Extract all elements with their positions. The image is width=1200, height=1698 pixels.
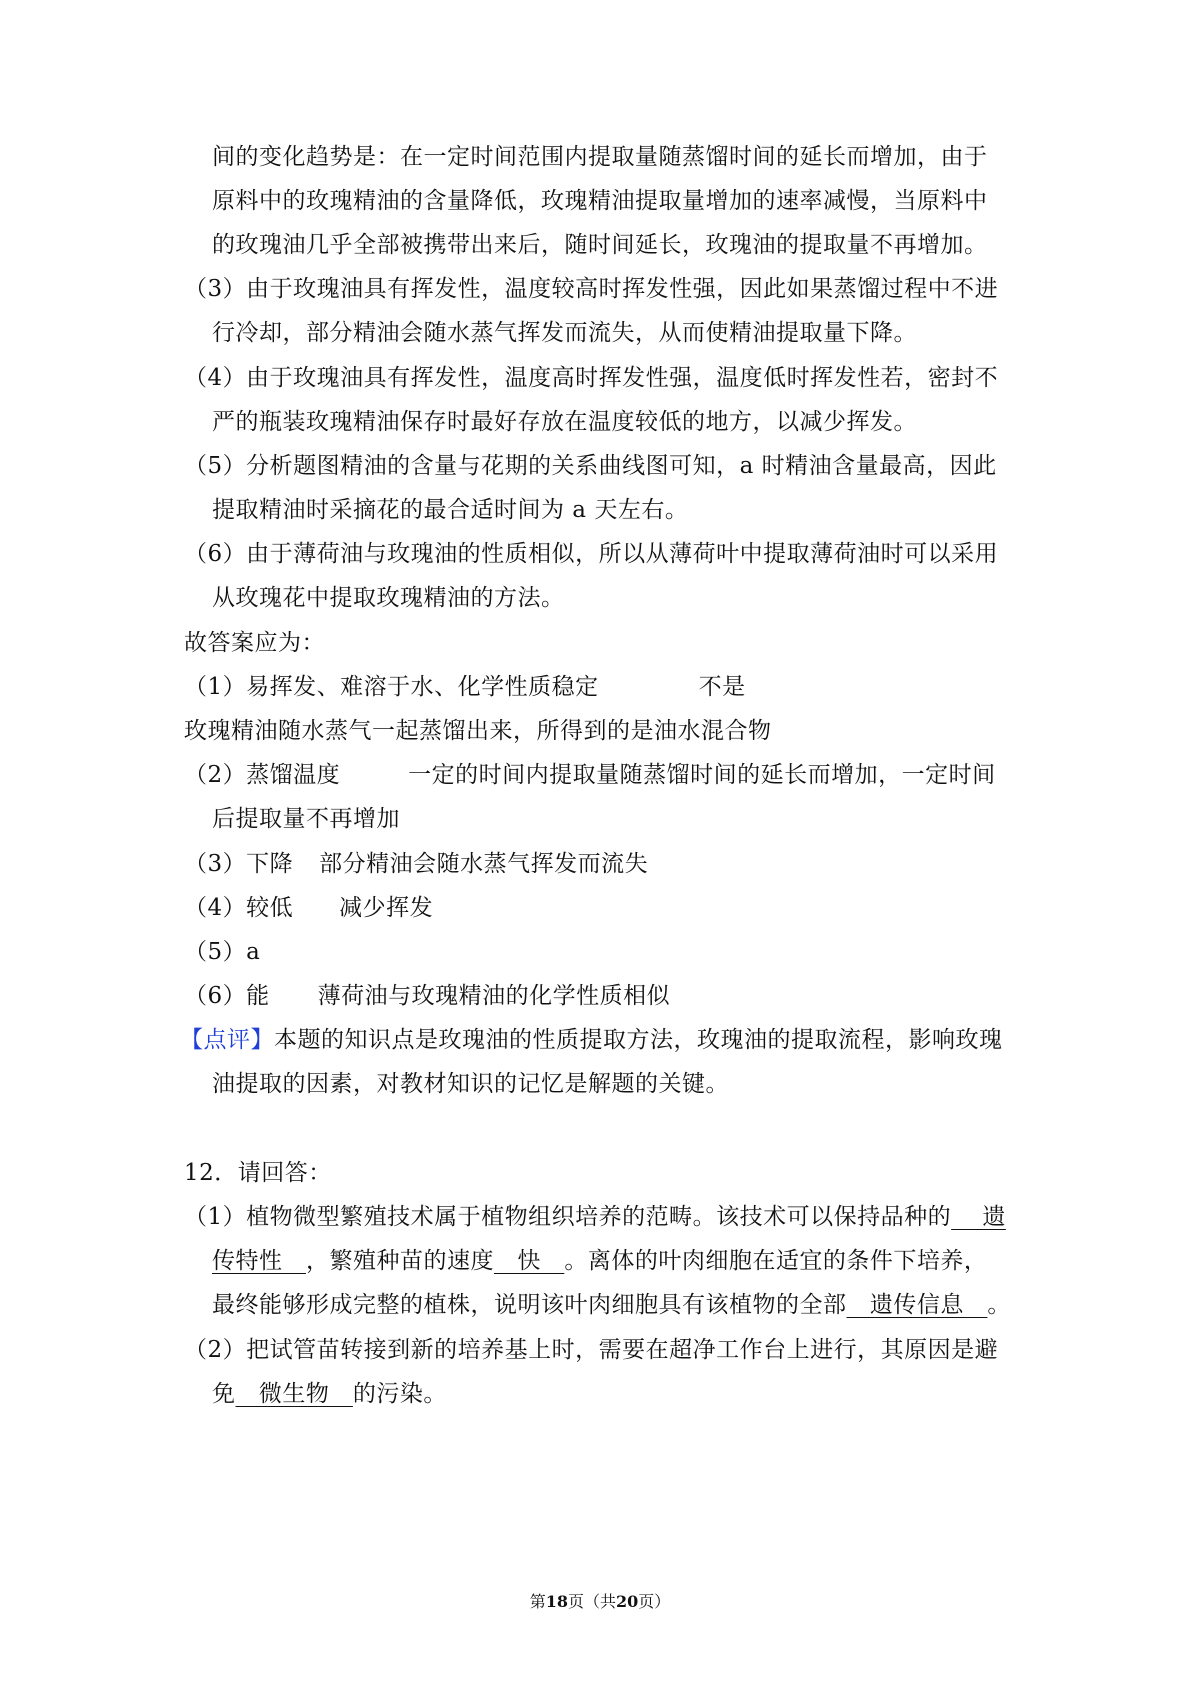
answer-3-value: 部分精油会随水蒸气挥发而流失 bbox=[319, 851, 649, 877]
analysis-line: 提取精油时采摘花的最合适时间为 a 天左右。 bbox=[212, 497, 689, 523]
question-12-part-1-line-3 bbox=[212, 1290, 1011, 1320]
analysis-line: （6）由于薄荷油与玫瑰油的性质相似，所以从薄荷叶中提取薄荷油时可以采用 bbox=[184, 541, 999, 567]
answer-6-label: （6）能 bbox=[184, 983, 270, 1009]
answer-3-label: （3）下降 bbox=[184, 851, 294, 877]
answer-3 bbox=[184, 849, 648, 879]
q12-p2-text: 免 bbox=[212, 1381, 236, 1407]
footer-text: 第 bbox=[529, 1592, 546, 1611]
answer-4-label: （4）较低 bbox=[184, 895, 294, 921]
answer-4-value: 减少挥发 bbox=[339, 895, 434, 921]
answer-2 bbox=[184, 760, 996, 790]
analysis-line: 严的瓶装玫瑰精油保存时最好存放在温度较低的地方，以减少挥发。 bbox=[212, 409, 917, 435]
analysis-line: （5）分析题图精油的含量与花期的关系曲线图可知，a 时精油含量最高，因此 bbox=[184, 453, 997, 479]
answer-4 bbox=[184, 893, 433, 923]
page-footer bbox=[0, 1592, 1200, 1612]
analysis-line: 行冷却，部分精油会随水蒸气挥发而流失，从而使精油提取量下降。 bbox=[212, 320, 917, 346]
q12-p1-text: ，繁殖种苗的速度 bbox=[305, 1248, 494, 1274]
comment-tag: 【点评】 bbox=[180, 1027, 274, 1053]
question-12-part-2-line-2 bbox=[212, 1379, 447, 1409]
answer-1 bbox=[184, 672, 746, 702]
question-12-part-2: （2）把试管苗转接到新的培养基上时，需要在超净工作台上进行，其原因是避 bbox=[184, 1337, 999, 1363]
answer-1-label: （1）易挥发、难溶于水、化学性质稳定 bbox=[184, 674, 599, 700]
analysis-line: 从玫瑰花中提取玫瑰精油的方法。 bbox=[212, 585, 565, 611]
analysis-line: 间的变化趋势是：在一定时间范围内提取量随蒸馏时间的延长而增加，由于 bbox=[212, 144, 988, 170]
comment-line-2: 油提取的因素，对教材知识的记忆是解题的关键。 bbox=[212, 1071, 729, 1097]
q12-p1-text: 最终能够形成完整的植株，说明该叶肉细胞具有该植物的全部 bbox=[212, 1292, 847, 1318]
analysis-line: 的玫瑰油几乎全部被携带出来后，随时间延长，玫瑰油的提取量不再增加。 bbox=[212, 232, 988, 258]
answer-1-reason: 玫瑰精油随水蒸气一起蒸馏出来，所得到的是油水混合物 bbox=[184, 718, 772, 744]
analysis-line: 原料中的玫瑰精油的含量降低，玫瑰精油提取量增加的速率减慢，当原料中 bbox=[212, 188, 988, 214]
answer-6 bbox=[184, 981, 670, 1011]
answer-blank-genetic-info: 遗传信息 bbox=[846, 1292, 988, 1318]
answer-2-continuation: 后提取量不再增加 bbox=[212, 806, 400, 832]
page-total: 20 bbox=[616, 1592, 639, 1611]
answer-blank-heredity: 遗 bbox=[951, 1204, 1006, 1230]
answer-1-value: 不是 bbox=[698, 674, 746, 700]
answer-blank-microbe: 微生物 bbox=[235, 1381, 353, 1407]
comment bbox=[180, 1025, 1003, 1055]
q12-p1-text: （1）植物微型繁殖技术属于植物组织培养的范畴。该技术可以保持品种的 bbox=[184, 1204, 952, 1230]
answer-blank-heredity-cont: 传特性 bbox=[212, 1248, 306, 1274]
q12-p1-text: 。 bbox=[987, 1292, 1011, 1318]
q12-p2-text: 的污染。 bbox=[352, 1381, 447, 1407]
answer-blank-speed: 快 bbox=[493, 1248, 565, 1274]
answer-2-value: 一定的时间内提取量随蒸馏时间的延长而增加，一定时间 bbox=[408, 762, 996, 788]
footer-text: 页） bbox=[638, 1592, 671, 1611]
analysis-line: （4）由于玫瑰油具有挥发性，温度高时挥发性强，温度低时挥发性若，密封不 bbox=[184, 365, 999, 391]
answer-5: （5）a bbox=[184, 939, 261, 965]
comment-line-1: 本题的知识点是玫瑰油的性质提取方法，玫瑰油的提取流程，影响玫瑰 bbox=[274, 1027, 1003, 1053]
answer-heading: 故答案应为： bbox=[184, 630, 325, 656]
question-12-title: 12．请回答： bbox=[184, 1160, 332, 1186]
answer-2-label: （2）蒸馏温度 bbox=[184, 762, 341, 788]
question-12-part-1-line-2 bbox=[212, 1246, 987, 1276]
q12-p1-text: 。离体的叶肉细胞在适宜的条件下培养， bbox=[564, 1248, 988, 1274]
page-number: 18 bbox=[545, 1592, 568, 1611]
answer-6-value: 薄荷油与玫瑰精油的化学性质相似 bbox=[317, 983, 671, 1009]
footer-text: 页（共 bbox=[567, 1592, 616, 1611]
question-12-part-1 bbox=[184, 1202, 1006, 1232]
analysis-line: （3）由于玫瑰油具有挥发性，温度较高时挥发性强，因此如果蒸馏过程中不进 bbox=[184, 276, 999, 302]
